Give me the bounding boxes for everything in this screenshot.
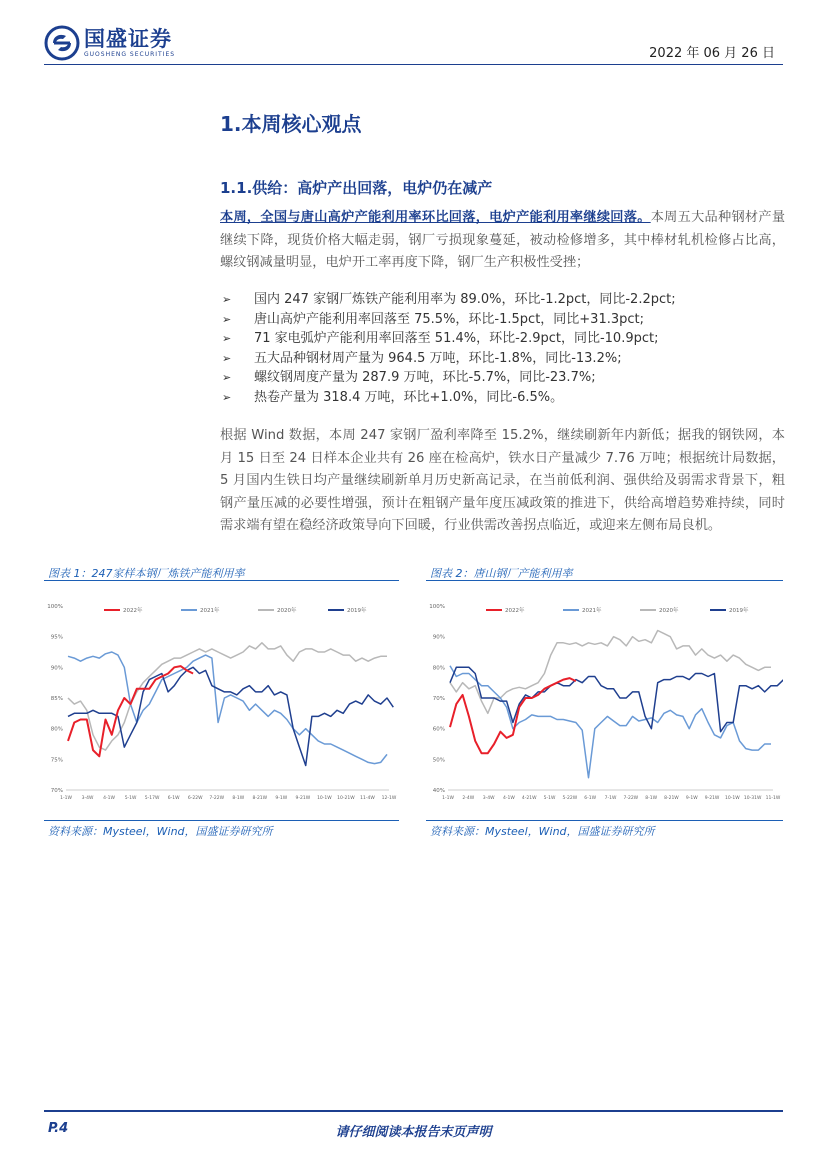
key-points-list: [222, 290, 782, 408]
arrow-bullet-icon: ➢: [222, 351, 232, 365]
arrow-bullet-icon: ➢: [222, 332, 232, 346]
x-tick-label: 7-22W: [623, 796, 639, 801]
chart-1-ironmaking-utilization: [44, 596, 399, 810]
x-tick-label: 2-4W: [462, 796, 475, 801]
x-tick-label: 10-1W: [317, 796, 332, 801]
list-item: ➢ 71 家电弧炉产能利用率回落至 51.4%，环比-2.9pct，同比-10.9pct;: [222, 329, 782, 349]
chart-2-tangshan-utilization: [426, 596, 783, 810]
x-tick-label: 12-1W: [381, 796, 397, 801]
arrow-bullet-icon: ➢: [222, 312, 232, 326]
legend-label: 2020年: [277, 608, 297, 614]
arrow-bullet-icon: ➢: [222, 371, 232, 385]
list-item: ➢ 五大品种钢材周产量为 964.5 万吨，环比-1.8%，同比-13.2%;: [222, 349, 782, 369]
legend-label: 2022年: [123, 608, 143, 614]
list-item: ➢ 唐山高炉产能利用率回落至 75.5%，环比-1.5pct，同比+31.3pct;: [222, 310, 782, 330]
x-tick-label: 4-1W: [503, 796, 515, 801]
series-line-2021: [68, 652, 387, 764]
y-tick-label: 90%: [50, 665, 63, 672]
x-tick-label: 9-21W: [295, 796, 311, 801]
subsection-title: 1.1.供给：高炉产出回落，电炉仍在减产: [220, 179, 493, 197]
series-line-2019: [450, 667, 783, 731]
y-tick-label: 75%: [50, 757, 63, 764]
footer-divider: [44, 1110, 783, 1112]
y-tick-label: 90%: [432, 634, 445, 641]
list-item: ➢ 国内 247 家钢厂炼铁产能利用率为 89.0%，环比-1.2pct，同比-2.2pct;: [222, 290, 782, 310]
x-tick-label: 1-1W: [60, 796, 72, 801]
x-tick-label: 11-1W: [765, 796, 781, 801]
intro-paragraph: [220, 207, 785, 275]
analysis-paragraph: 根据 Wind 数据，本周 247 家钢厂盈利率降至 15.2%，继续刷新年内新低；据我的钢铁网，本月 15 日至 24 日样本企业共有 26 座在检高炉，铁水日产量减少 7.76 万吨；根据统计局数据，5 月国内生铁日均产量继续刷新单月历史新高记录，在当前低利润、强供给及弱需求背景下，粗钢产量压减的必要性增强，预计在粗钢产量年度压减政策的推进下，供给高增趋势难持续，同时需求端有望在稳经济政策导向下回暖，行业供需改善拐点临近，或迎来左侧布局良机。: [220, 428, 785, 533]
list-item: ➢ 螺纹钢周度产量为 287.9 万吨，环比-5.7%，同比-23.7%;: [222, 368, 782, 388]
x-tick-label: 3-4W: [81, 796, 94, 801]
x-tick-label: 6-22W: [187, 796, 203, 801]
figure-2-top-rule: [426, 580, 783, 581]
x-tick-label: 1-1W: [442, 796, 454, 801]
x-tick-label: 10-21W: [337, 796, 355, 801]
series-line-2020: [450, 631, 771, 714]
intro-body: 本周五大品种钢材产量继续下降，现货价格大幅走弱，钢厂亏损现象蔓延，被动检修增多，其中棒材轧机检修占比高，螺纹钢减量明显，电炉开工率再度下降，钢厂生产积极性受挫；: [220, 210, 786, 270]
figure-1-top-rule: [44, 580, 399, 581]
x-tick-label: 8-21W: [252, 796, 268, 801]
intro-lead: 本周，全国与唐山高炉产能利用率环比回落，电炉产能利用率继续回落。: [220, 210, 651, 225]
x-tick-label: 9-21W: [704, 796, 720, 801]
y-tick-label: 70%: [432, 696, 445, 702]
legend-label: 2019年: [729, 608, 749, 614]
brand-logo-icon: [44, 25, 80, 61]
y-tick-label: 50%: [432, 757, 445, 764]
figure-2-title: 图表 2：唐山钢厂产能利用率: [430, 567, 573, 580]
x-tick-label: 5-22W: [562, 796, 578, 801]
x-tick-label: 4-21W: [521, 796, 537, 801]
figure-1-bottom-rule: [44, 820, 399, 821]
x-tick-label: 9-1W: [685, 796, 698, 801]
y-tick-label: 100%: [47, 604, 63, 610]
y-tick-label: 95%: [50, 634, 63, 641]
x-tick-label: 10-31W: [743, 796, 762, 801]
section-title: 1.本周核心观点: [220, 112, 362, 136]
arrow-bullet-icon: ➢: [222, 293, 232, 306]
legend-label: 2020年: [659, 608, 679, 614]
x-tick-label: 11-4W: [360, 796, 375, 801]
x-tick-label: 5-1W: [543, 796, 556, 801]
figure-2-source: 资料来源：Mysteel，Wind，国盛证券研究所: [430, 825, 655, 838]
brand-name-en: GUOSHENG SECURITIES: [84, 51, 176, 58]
y-tick-label: 80%: [432, 665, 445, 672]
list-item: ➢ 热卷产量为 318.4 万吨，环比+1.0%，同比-6.5%。: [222, 388, 782, 408]
legend-label: 2019年: [347, 608, 367, 614]
legend-label: 2021年: [582, 608, 602, 614]
footer-disclaimer: 请仔细阅读本报告末页声明: [335, 1125, 492, 1140]
x-tick-label: 7-1W: [604, 796, 617, 801]
y-tick-label: 40%: [432, 788, 445, 794]
page-number: P.4: [48, 1121, 69, 1136]
header-divider: [44, 64, 783, 65]
x-tick-label: 8-1W: [232, 796, 245, 801]
y-tick-label: 60%: [432, 726, 445, 733]
x-tick-label: 6-1W: [584, 796, 597, 801]
x-tick-label: 5-17W: [144, 796, 160, 801]
x-tick-label: 8-1W: [645, 796, 658, 801]
figure-1-source: 资料来源：Mysteel，Wind，国盛证券研究所: [48, 825, 273, 838]
y-tick-label: 80%: [50, 726, 63, 733]
series-line-2021: [450, 666, 771, 778]
x-tick-label: 6-1W: [167, 796, 180, 801]
figure-2-bottom-rule: [426, 820, 783, 821]
x-tick-label: 8-21W: [664, 796, 679, 801]
brand-name: 国盛证券: [84, 27, 172, 51]
y-tick-label: 100%: [429, 604, 445, 610]
y-tick-label: 85%: [50, 696, 63, 702]
figure-1-title: 图表 1：247家样本钢厂炼铁产能利用率: [48, 567, 245, 580]
brand-logo: [44, 24, 175, 62]
x-tick-label: 4-1W: [103, 796, 115, 801]
x-tick-label: 10-1W: [725, 796, 740, 801]
x-tick-label: 7-22W: [209, 796, 225, 801]
x-tick-label: 9-1W: [275, 796, 288, 801]
arrow-bullet-icon: ➢: [222, 390, 232, 404]
x-tick-label: 5-1W: [124, 796, 137, 801]
report-date: 2022 年 06 月 26 日: [649, 46, 775, 61]
legend-label: 2022年: [505, 608, 525, 614]
y-tick-label: 70%: [50, 788, 63, 794]
legend-label: 2021年: [200, 608, 220, 614]
x-tick-label: 3-4W: [482, 796, 495, 801]
